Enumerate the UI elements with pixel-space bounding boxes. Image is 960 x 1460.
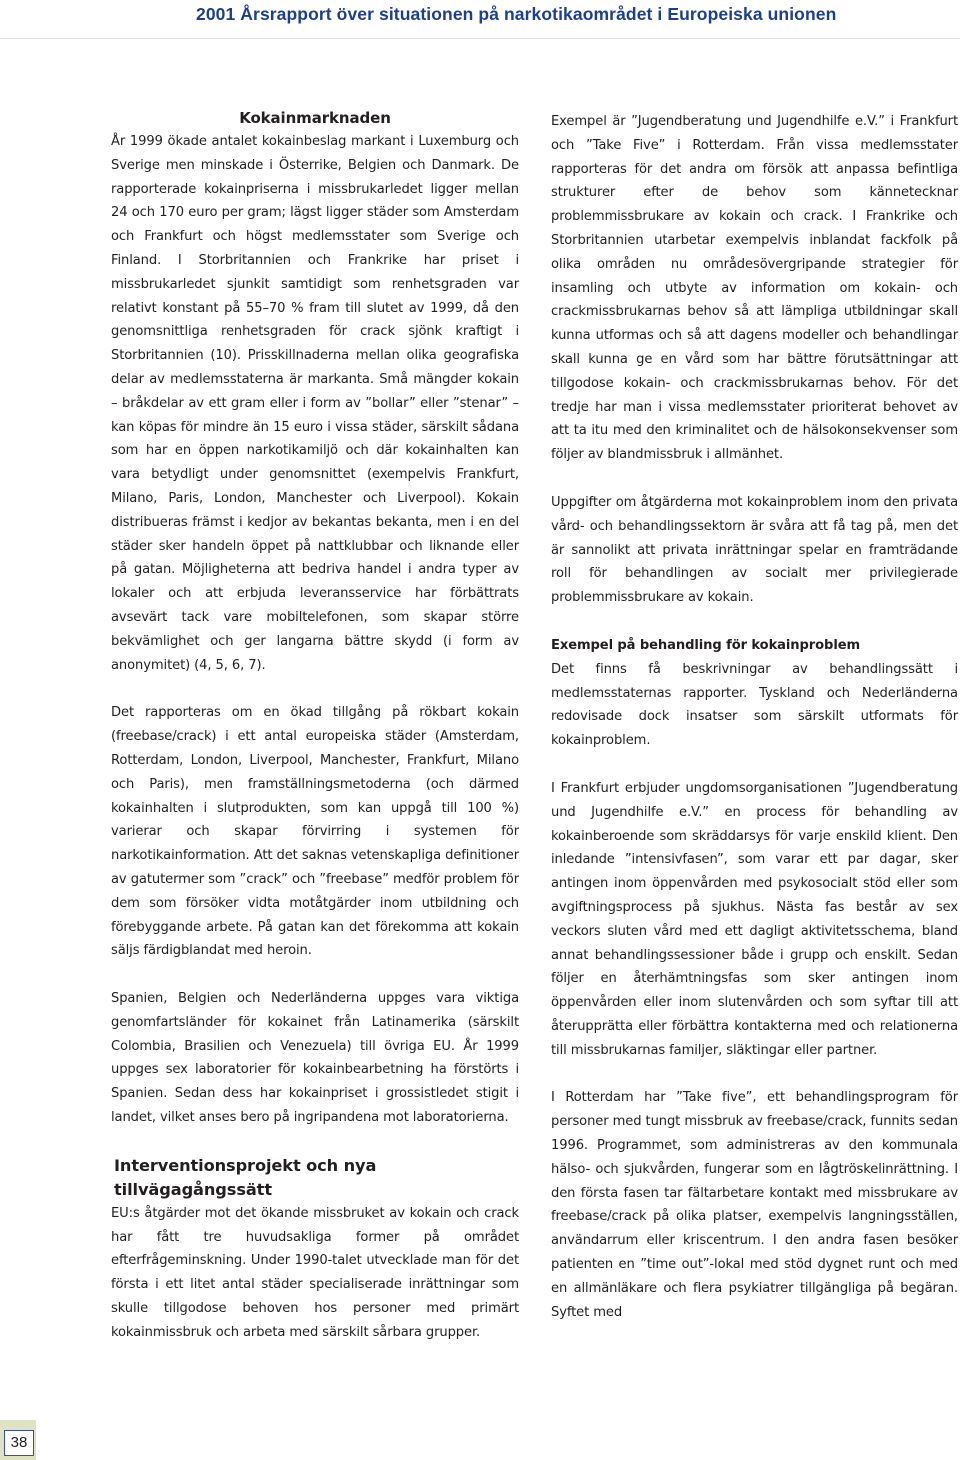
running-header <box>0 0 960 39</box>
paragraph: EU:s åtgärder mot det ökande missbruket av kokain och crack har fått tre huvudsakliga former på området efterfrågeminskning. Under 1990-talet utvecklade man för det första i ett litet antal städer specialiserade inrättningar som skulle tillgodose behoven hos personer med primärt kokainmissbruk och arbeta med särskilt sårbara grupper. <box>111 1205 519 1340</box>
paragraph: Uppgifter om åtgärderna mot kokainproblem inom den privata vård- och behandlingssektorn är svåra att få tag på, men det är sannolikt att privata inrättningar spelar en framträdande roll för behandlingen av socialt mer privilegierade problemmissbrukare av kokain. <box>551 494 958 606</box>
section-heading-interventionsprojekt: Interventionsprojekt och nya tillvägagångssätt <box>114 1155 377 1199</box>
paragraph: Det rapporteras om en ökad tillgång på rökbart kokain (freebase/crack) i ett antal europeiska städer (Amsterdam, Rotterdam, London, Liverpool, Manchester, Frankfurt, Milano och Paris), men framställningsmetoderna (och därmed kokainhalten i slutprodukten, som kan uppgå till 100 %) varierar och skapar förvirring i systemen för narkotikainformation. Att det saknas vetenskapliga definitioner av gatutermer som ”crack” och ”freebase” medför problem för dem som försöker vidta motåtgärder inom utbildning och förebyggande arbete. På gatan kan det förekomma att kokain säljs färdigblandat med heroin. <box>111 705 519 959</box>
subheading-exempel: Exempel på behandling för kokainproblem <box>551 637 861 653</box>
paragraph: Det finns få beskrivningar av behandlingssätt i medlemsstaternas rapporter. Tyskland och Nederländerna redovisade dock insatser som särskilt utformats för kokainproblem. <box>551 661 958 749</box>
paragraph: I Frankfurt erbjuder ungdomsorganisationen ”Jugendberatung und Jugendhilfe e.V.” en process för behandling av kokainberoende som skräddarsys för varje enskild klient. Den inledande ”intensivfasen”, som varar ett par dagar, sker antingen inom öppenvården med psykosocialt stöd eller som avgiftningsprocess på sjukhus. Nästa fas består av sex veckors sluten vård med ett dagligt aktivitetsschema, bland annat behandlingssessioner både i grupp och enskilt. Sedan följer en återhämtningsfas som sker antingen inom öppenvården eller inom slutenvården och som syftar till att återupprätta eller förbättra kontakterna med och relationerna till missbrukarnas familjer, släktingar eller partner. <box>551 780 958 1058</box>
paragraph: I Rotterdam har ”Take five”, ett behandlingsprogram för personer med tungt missbruk av freebase/crack, funnits sedan 1996. Programmet, som administreras av den kommunala hälso- och sjukvården, fungerar som en lågtröskelinrättning. I den första fasen tar fältarbetare kontakt med missbrukare av freebase/crack på olika platser, exempelvis langningsställen, användarrum eller kriscentrum. I den andra fasen besöker patienten en ”time out”-lokal med stöd dygnet runt och med en allmänläkare och flera psykiatrer tillgängliga på begäran. Syftet med <box>551 1090 958 1320</box>
right-column <box>551 110 958 1324</box>
paragraph: Spanien, Belgien och Nederländerna uppges vara viktiga genomfartsländer för kokainet från Latinamerika (särskilt Colombia, Brasilien och Venezuela) till övriga EU. År 1999 uppges sex laboratorier för kokainbearbetning ha förstörts i Spanien. Sedan dess har kokainpriset i grossistledet stigit i landet, vilket anses bero på ingripandena mot laboratorierna. <box>111 991 519 1126</box>
paragraph: År 1999 ökade antalet kokainbeslag markant i Luxemburg och Sverige men minskade i Österrike, Belgien och Danmark. De rapporterade kokainpriserna i missbrukarledet ligger mellan 24 och 170 euro per gram; lägst ligger städer som Amsterdam och Frankfurt och högst medlemsstater som Sverige och Finland. I Storbritannien och Frankrike har priset i missbrukarledet sjunkit samtidigt som renhetsgraden var relativt konstant på 55–70 % fram till slutet av 1999, då den genomsnittliga renhetsgraden för crack sjönk kraftigt i Storbritannien (10). Prisskillnaderna mellan olika geografiska delar av medlemsstaterna är markanta. Små mängder kokain – bråkdelar av ett gram eller i form av ”bollar” eller ”stenar” – kan köpas för mindre än 15 euro i vissa städer, särskilt sådana som har en öppen narkotikamiljö och där kokainhalten kan vara betydligt under genomsnittet (exempelvis Frankfurt, Milano, Paris, London, Manchester och Liverpool). Kokain distribueras främst i kedjor av bekantas bekanta, men i en del städer sker handeln öppet på nattklubbar och liknande eller på gatan. Möjligheterna att bedriva handel i andra typer av lokaler och att erbjuda leveransservice har förbättrats avsevärt tack vare mobiltelefonen, som skapar större bekvämlighet och ger langarna bättre skydd (i form av anonymitet) (4, 5, 6, 7). <box>111 134 519 673</box>
page-number: 38 <box>4 1430 34 1456</box>
running-title: 2001 Årsrapport över situationen på narkotikaområdet i Europeiska unionen <box>196 4 837 24</box>
section-heading-kokainmarknaden: Kokainmarknaden <box>239 109 391 127</box>
left-column <box>111 106 519 1345</box>
paragraph: Exempel är ”Jugendberatung und Jugendhilfe e.V.” i Frankfurt och ”Take Five” i Rotterdam. Från vissa medlemsstater rapporteras för det andra om försök att anpassa befintliga strukturer efter de behov som kännetecknar problemmissbrukare av kokain och crack. I Frankrike och Storbritannien utarbetar exempelvis inblandat fackfolk på olika områden nu områdesövergripande strategier för insamling och utbyte av information om kokain- och crackmissbrukarnas behov så att lämpliga utbildningar skall kunna utformas och så att dagens modeller och behandlingar skall kunna ge en vård som har bättre förutsättningar att tillgodose kokain- och crackmissbrukarnas behov. För det tredje har man i vissa medlemsstater prioriterat behovet av att ta itu med den kriminalitet och de hälsokonsekvenser som följer av blandmissbruk i allmänhet. <box>551 114 958 463</box>
